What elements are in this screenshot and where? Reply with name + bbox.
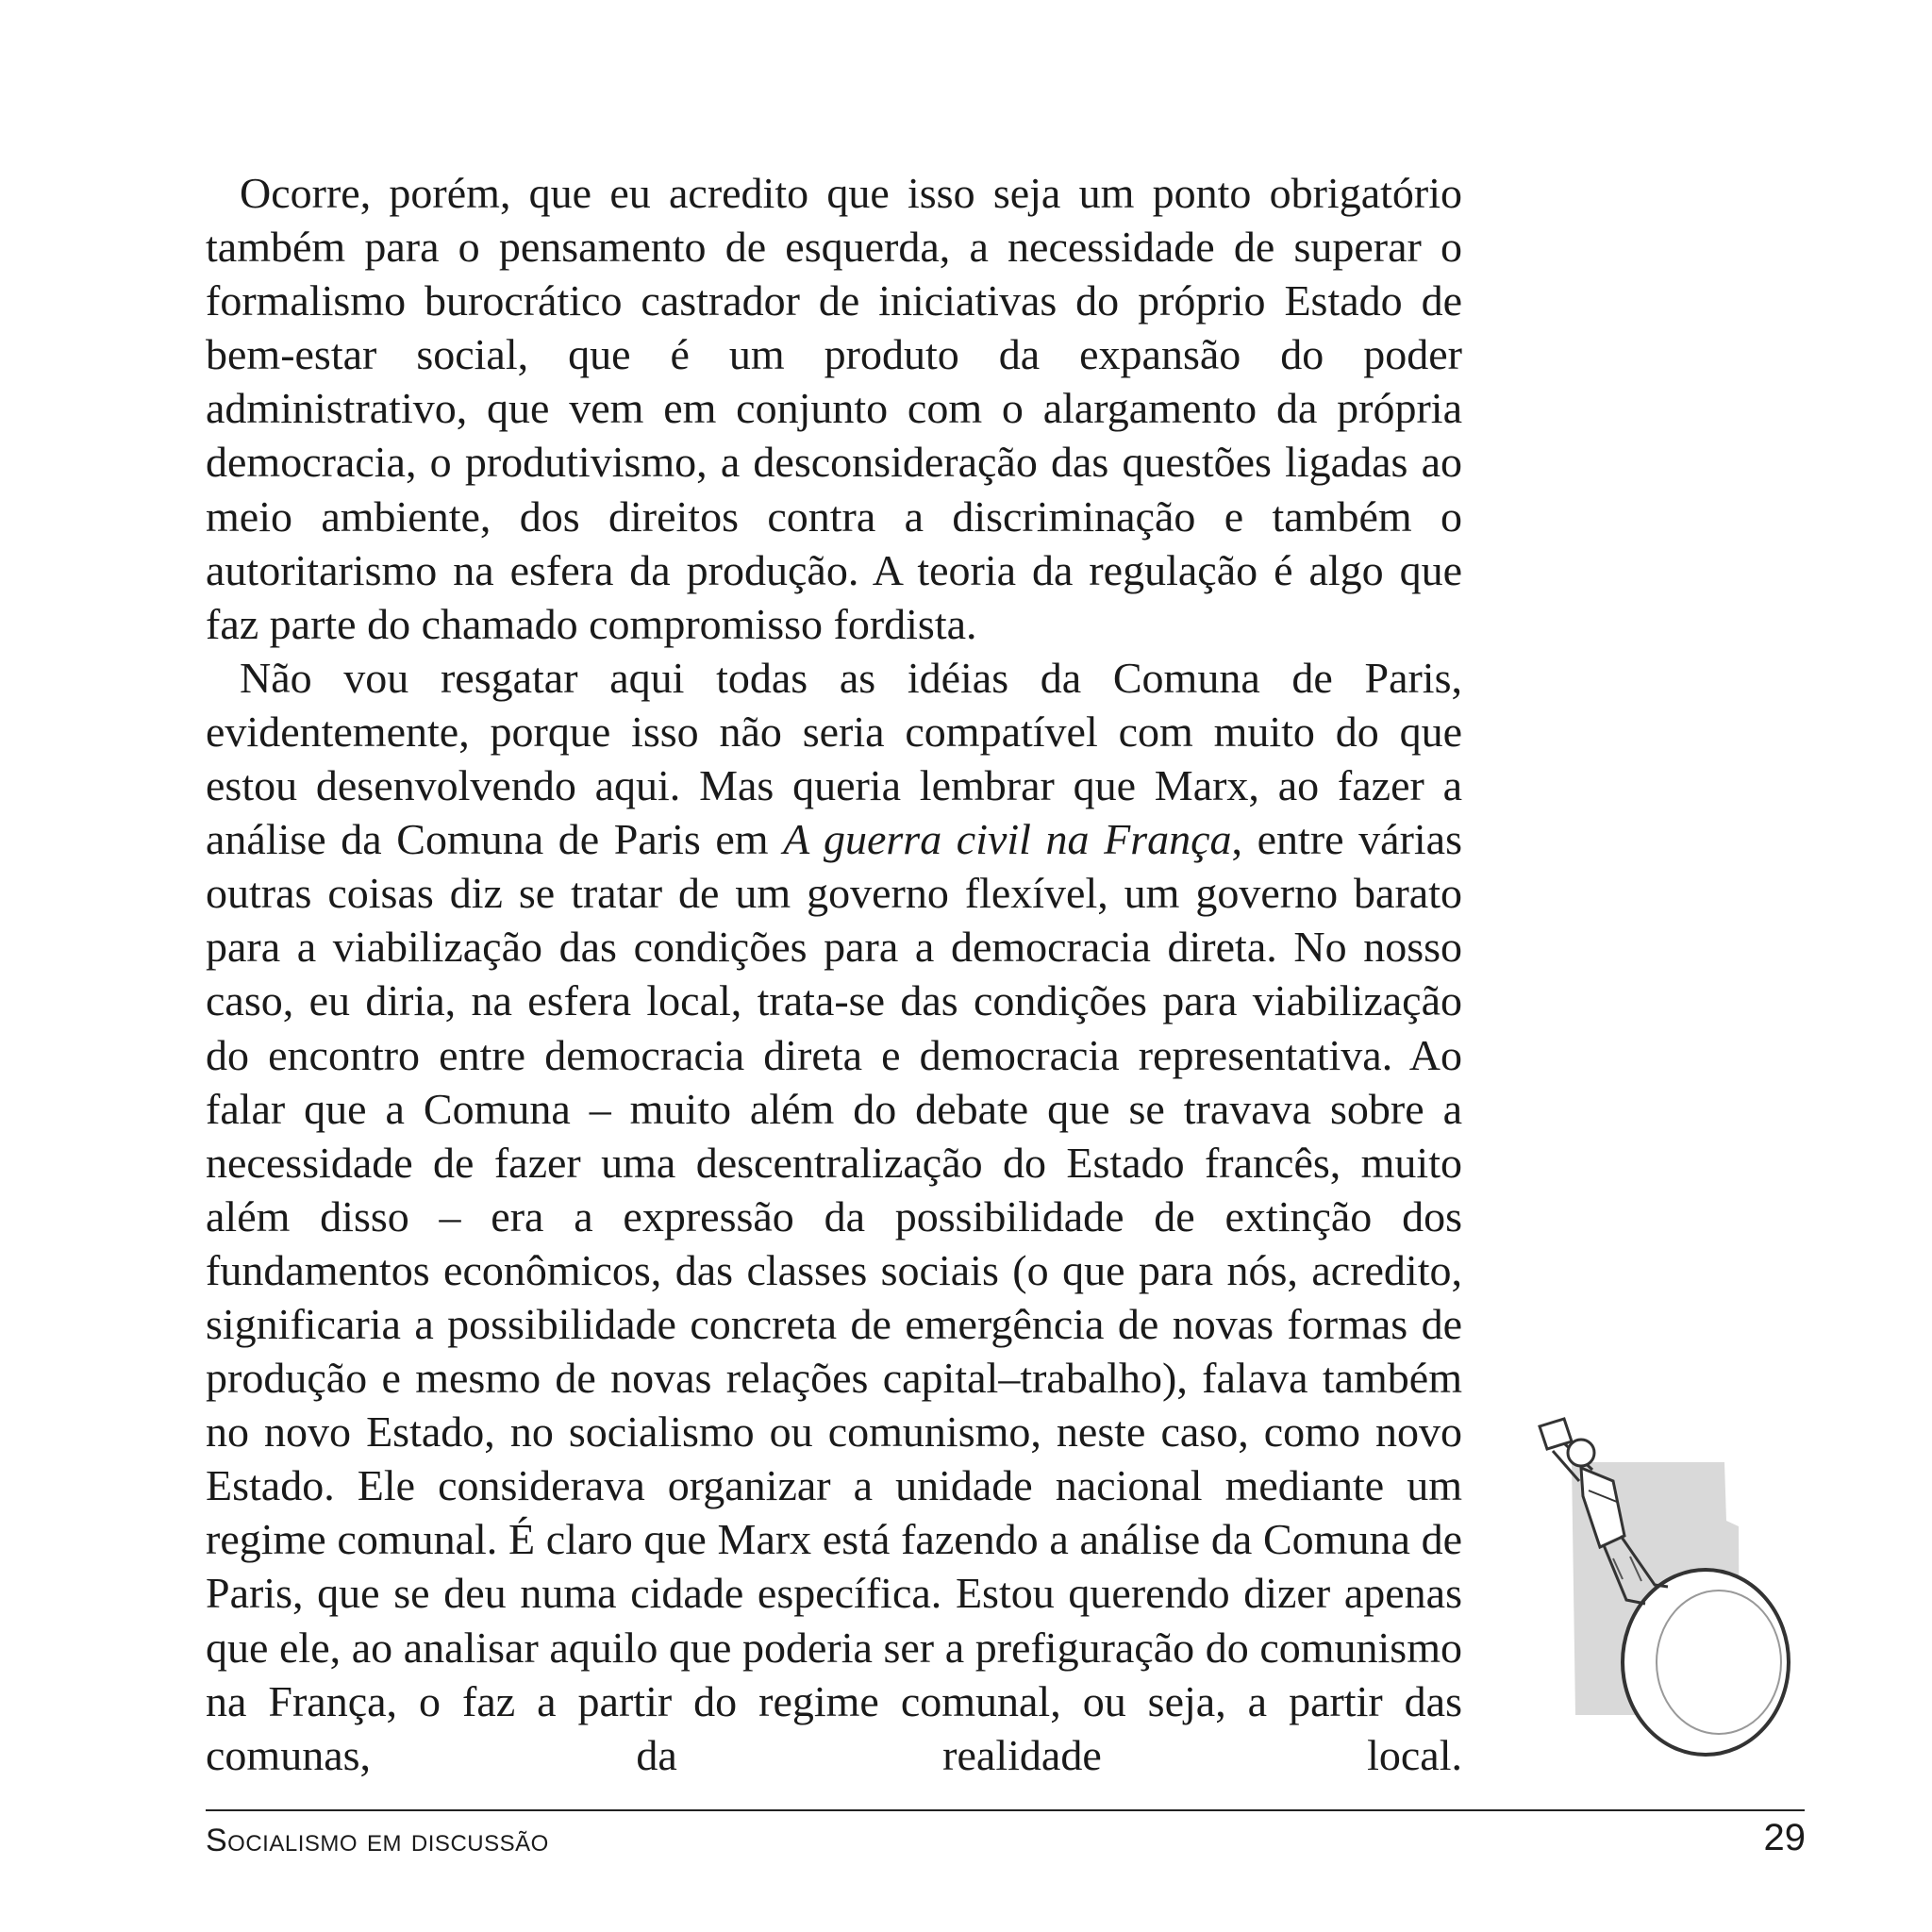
illustration-ball [1623,1570,1789,1755]
paragraph-1-text: Ocorre, porém, que eu acredito que isso seja um ponto obrigatório também para o pensamento de esquerda, a necessidade de superar o formalismo burocrático castrador de iniciativas do próprio Estado de bem-estar social, que é um produto da expansão do poder administrativo, que vem em conjunto com o alargamento da própria democracia, o produtivismo, a desconsideração das questões ligadas ao meio ambiente, dos direitos contra a discriminação e também o autoritarismo na esfera da produção. A teoria da regulação é algo que faz parte do chamado compromisso fordista. [206,169,1462,648]
book-title: A guerra civil na França [783,815,1232,864]
page-number: 29 [1763,1817,1806,1858]
paragraph-2 [206,651,1462,1782]
paragraph-2-text-before-title: Não vou resgatar aqui todas as idéias da Comuna de Paris, evidentemente, porque isso não seria compatível com muito do que estou desenvolvendo aqui. Mas queria lembrar que Marx, ao fazer a análise da Comuna de Paris em [206,653,1462,864]
footer-rule [206,1809,1805,1811]
paragraph-2-text-after-title: , entre várias outras coisas diz se tratar de um governo flexível, um governo barato para a viabilização das condições para a democracia direta. No nosso caso, eu diria, na esfera local, trata-se das condições para viabilização do encontro entre democracia direta e democracia representativa. Ao falar que a Comuna – muito além do debate que se travava sobre a necessidade de fazer uma descentralização do Estado francês, muito além disso – era a expressão da possibilidade de extinção dos fundamentos econômicos, das classes sociais (o que para nós, acredito, significaria a possibilidade concreta de emergência de novas formas de produção e mesmo de novas relações capital–trabalho), falava também no novo Estado, no socialismo ou comunismo, neste caso, como novo Estado. Ele considerava organizar a unidade nacional mediante um regime comunal. É claro que Marx está fazendo a análise da Comuna de Paris, que se deu numa cidade específica. Estou querendo dizer apenas que ele, ao analisar aquilo que poderia ser a prefiguração do comunismo na França, o faz a partir do regime comunal, ou seja, a partir das comunas, da realidade local. [206,815,1462,1779]
running-title: Socialismo em discussão [206,1823,549,1858]
figure-rolling-ball-icon [1526,1415,1800,1759]
paragraph-1 [206,166,1462,651]
body-text [206,166,1462,1782]
